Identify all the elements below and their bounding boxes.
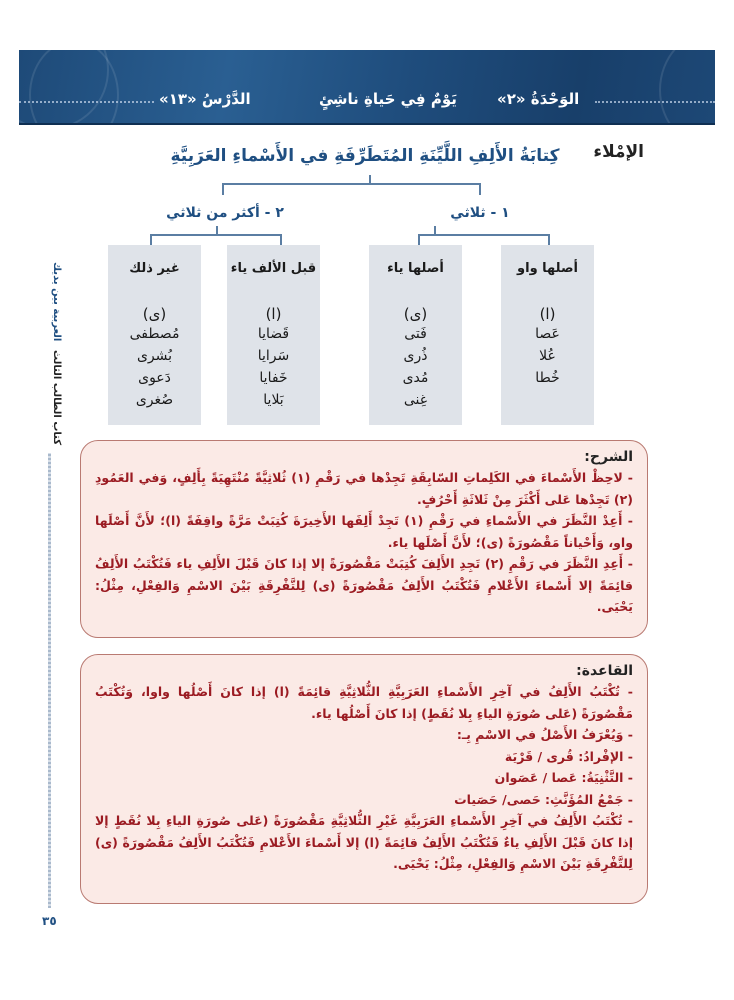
section-label: الإمْلاء bbox=[593, 142, 644, 162]
unit-title: يَوْمٌ فِي حَياةِ ناشِئٍ bbox=[319, 90, 457, 108]
lesson-header-banner bbox=[19, 50, 715, 125]
column-header: قبل الألف ياء bbox=[230, 261, 317, 276]
column-origin-ya bbox=[369, 245, 462, 425]
column-other bbox=[108, 245, 201, 425]
unit-number: الوَحْدَةُ «٢» bbox=[497, 90, 580, 108]
explanation-paragraph: - لاحِظْ الأَسْماءَ في الكَلِماتِ السّابِقَةِ تَجِدْها في رَقْمِ (١) ثُلاثِيَّةً مُنْتَهِيَةً بِأَلِفٍ، وَفي العَمُودِ (٢) تَجِدْها عَلى أَكْثَرَ مِنْ ثَلاثَةِ أَحْرُفٍ. bbox=[95, 470, 633, 507]
explanation-title: الشرح: bbox=[584, 449, 633, 465]
lesson-number: الدَّرْسُ «١٣» bbox=[159, 90, 251, 108]
alef-form-mark: (ا) bbox=[539, 305, 556, 323]
example-word: ذُرى bbox=[403, 348, 428, 364]
rule-paragraph: - الإفْرادُ: قُرى / قَرْيَة bbox=[504, 748, 633, 764]
explanation-paragraph: - أَعِدْ النَّظَرَ في الأَسْماءِ في رَقْمِ (١) تَجِدْ أَلِفَها الأَخِيرَةَ كُتِبَتْ مَرَّةً واقِفَةً (ا)؛ لأَنَّ أَصْلَها واو، وَأَحْياناً مَقْصُورَةً (ى)؛ لأَنَّ أَصْلَها ياء. bbox=[95, 513, 633, 550]
tree-connector bbox=[150, 234, 281, 236]
alef-form-mark: (ى) bbox=[142, 305, 167, 323]
column-origin-waw bbox=[501, 245, 594, 425]
branch-trilateral: ١ - ثلاثي bbox=[450, 205, 510, 221]
book-spine bbox=[18, 262, 62, 462]
alef-form-mark: (ا) bbox=[265, 305, 282, 323]
example-word: بُشرى bbox=[136, 348, 173, 364]
book-title: العربية بين يديك bbox=[51, 262, 62, 342]
rule-paragraph: - تُكْتَبُ الأَلِفُ في آخِرِ الأَسْماءِ العَرَبِيَّةِ غَيْرِ الثُّلاثِيَّةِ مَقْصُورَةً (عَلى صُورَةِ الياءِ بِلا نُقَطٍ إلا إذا كانَ قَبْلَ الأَلِفِ ياءٌ فَتُكْتَبُ الأَلِفُ قائِمَةً (ا) إلا أَسْماءَ الأَعْلامِ فَتُكْتَبُ الأَلِفُ مَقْصُورَةً (ى) لِلتَّفْرِقَةِ بَيْنَ الاسْمِ وَالفِعْلِ، مِثْلُ: يَحْيَى. bbox=[95, 813, 633, 871]
example-word: مُصطفى bbox=[129, 326, 180, 342]
tree-connector bbox=[222, 183, 480, 185]
tree-connector bbox=[418, 234, 548, 236]
example-word: فَتى bbox=[404, 326, 427, 342]
example-word: عُلا bbox=[539, 348, 556, 364]
tree-connector bbox=[418, 234, 420, 245]
alef-form-mark: (ى) bbox=[403, 305, 428, 323]
decorative-swirl bbox=[659, 50, 715, 125]
tree-connector bbox=[548, 234, 550, 245]
example-word: غِنى bbox=[403, 392, 428, 408]
example-word: عَصا bbox=[535, 326, 560, 342]
explanation-paragraph: - أَعِدِ النَّظَرَ في رَقْمِ (٢) تَجِدِ الأَلِفَ كُتِبَتْ مَقْصُورَةً إلا إذا كانَ قَبْلَ الأَلِفِ ياء فَتُكْتَبُ الأَلِفُ قائِمَةً إلا أَسْماءَ الأَعْلامِ فَتُكْتَبُ الأَلِفُ مَقْصُورَةً (ى) لِلتَّفْرِقَةِ بَيْنَ الاسْمِ وَالفِعْلِ، مِثْلُ: يَحْيَى. bbox=[95, 556, 633, 614]
rule-paragraph: - جَمْعُ المُؤَنَّثِ: حَصى/ حَصَيات bbox=[454, 791, 633, 807]
rule-box bbox=[80, 654, 648, 904]
tree-connector bbox=[479, 183, 481, 195]
page-number: ٣٥ bbox=[42, 914, 57, 928]
example-word: بَلايا bbox=[263, 392, 284, 408]
decorative-swirl bbox=[29, 50, 119, 125]
example-word: خُطا bbox=[535, 370, 560, 386]
tree-connector bbox=[280, 234, 282, 245]
column-header: غير ذلك bbox=[129, 261, 180, 276]
tree-title: كِتابَةُ الأَلِفِ اللَّيِّنَةِ المُتَطَرِّفَةِ في الأَسْماءِ العَرَبِيَّةِ bbox=[170, 146, 560, 166]
branch-more-than-trilateral: ٢ - أكثر من ثلاثي bbox=[166, 205, 284, 221]
example-word: سَرايا bbox=[257, 348, 290, 364]
tree-connector bbox=[369, 175, 371, 183]
spine-dotted-line bbox=[48, 453, 51, 908]
rule-paragraph: - وَيُعْرَفُ الأَصْلُ في الاسْمِ بِـ: bbox=[456, 727, 633, 742]
tree-connector bbox=[434, 226, 436, 234]
example-word: مُدى bbox=[402, 370, 429, 386]
tree-connector bbox=[222, 183, 224, 195]
example-word: قَضايا bbox=[257, 326, 290, 342]
column-header: أصلها ياء bbox=[387, 261, 444, 276]
rule-paragraph: - التَّثْنِيَةُ: عَصا / عَصَوان bbox=[494, 770, 633, 785]
dotted-rule bbox=[595, 101, 715, 103]
column-header: أصلها واو bbox=[517, 261, 578, 276]
example-word: خَفايا bbox=[259, 370, 288, 386]
book-part: كتاب الطالب الثالث bbox=[51, 350, 62, 446]
example-word: صُغرى bbox=[135, 392, 174, 408]
tree-connector bbox=[216, 226, 218, 234]
dotted-rule bbox=[19, 101, 154, 103]
rule-title: القاعدة: bbox=[576, 663, 633, 679]
column-ya-before-alef bbox=[227, 245, 320, 425]
explanation-box bbox=[80, 440, 648, 638]
example-word: دَعوى bbox=[138, 370, 171, 386]
rule-paragraph: - تُكْتَبُ الأَلِفُ في آخِرِ الأَسْماءِ العَرَبِيَّةِ الثُّلاثِيَّةِ قائِمَةً (ا) إذا كانَ أَصْلُها واوا، وَتُكْتَبُ مَقْصُورَةً (عَلى صُورَةِ الياءِ بِلا نُقَطٍ) إذا كانَ أَصْلُها ياء. bbox=[95, 684, 633, 721]
tree-connector bbox=[150, 234, 152, 245]
